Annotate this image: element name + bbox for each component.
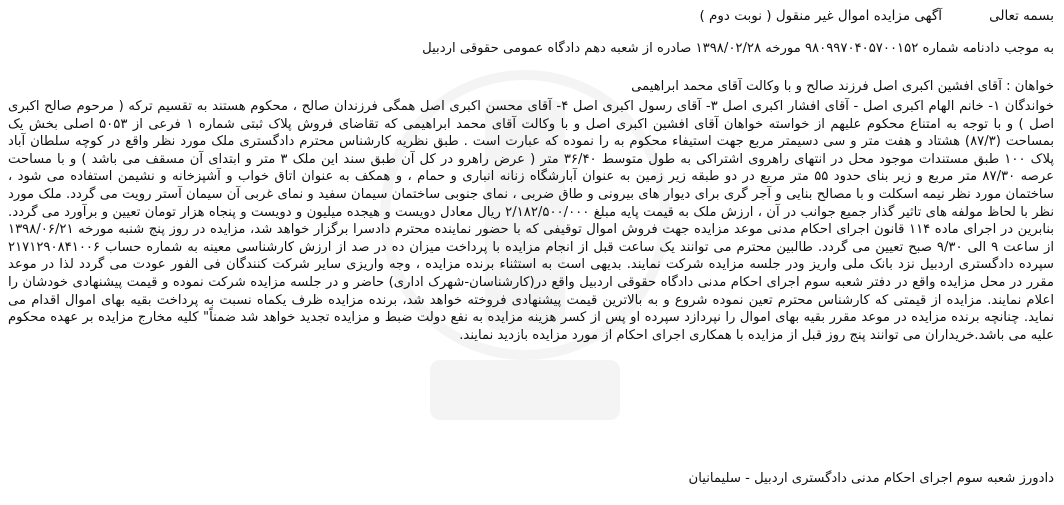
plaintiff-line: خواهان : آقای افشین اکبری اصل فرزند صالح و با وکالت آقای محمد ابراهیمی: [631, 79, 1054, 94]
header: [8, 8, 1054, 28]
signature-line: دادورز شعبه سوم اجرای احکام مدنی دادگستری اردبیل - سلیمانیان: [688, 471, 1054, 486]
verdict-line: به موجب دادنامه شماره ۹۸۰۹۹۷۰۴۰۵۷۰۰۱۵۲ مورخه ۱۳۹۸/۰۲/۲۸ صادره از شعبه دهم دادگاه عمومی حقوقی اردبیل: [422, 41, 1054, 56]
bismillah-heading: بسمه تعالی: [989, 8, 1054, 24]
notice-title: آگهی مزایده اموال غیر منقول ( نوبت دوم ): [699, 8, 942, 24]
notice-body: خواندگان ۱- خانم الهام اکبری اصل - آقای افشار اکبری اصل ۳- آقای رسول اکبری اصل ۴- آقای محسن اکبری اصل همگی فرزندان صالح ، محکوم هستند به تقسیم ترکه ( مرحوم صالح اکبری اصل ) و با توجه به امتناع محکوم علیهم از خواسته خواهان آقای افشین اکبری اصل و با وکالت آقای محمد ابراهیمی که تقاضای فروش پلاک ثبتی شماره ۱ فرعی از ۵۰۵۳ اصلی بخش یک بمساحت (۸۷/۳) هشتاد و هفت متر و سی دسیمتر مربع جهت استیفاء محکوم به را نموده که عبارت است . طبق نظریه کارشناس محترم دادگستری ملک مورد نظر واقع در کوچه سلطان آباد پلاک ۱۰۰ طبق مستندات موجود محل در انتهای راهروی اشتراکی به طول متوسط ۳۶/۴۰ متر ( عرض راهرو در کل آن طبق سند این ملک ۳ متر و ابتدای آن مسقف می باشد ) و با مساحت عرصه ۸۷/۳۰ متر مربع و زیر بنای حدود ۵۵ متر مربع در دو طبقه زیر زمین به عنوان آبارشگاه زنانه انباری و حمام ، و همکف به عنوان اتاق خواب و آشپزخانه و نشیمن استفاده می شود ، ساختمان مورد نظر نیمه اسکلت و با مصالح بنایی و آجر گری برای دیوار های بیرونی و طاق ضربی ، نمای جنوبی ساختمان سیمان سفید و نمای غربی آن سیمان آستر رویت می گردد. ملک مورد نظر با لحاظ مولفه های تاثیر گذار جمیع جوانب در آن ، ارزش ملک به قیمت پایه مبلغ ۲/۱۸۲/۵۰۰/۰۰۰ ریال معادل دویست و هیجده میلیون و دویست و پنجاه هزار تومان تعیین و برآورد می گردد. بنابرین در اجرای ماده ۱۱۴ قانون اجرای احکام مدنی موعد مزایده جهت فروش اموال توقیفی که با حضور نماینده محترم دادسرا برگزار خواهد شد، مزایده در روز پنج شنبه مورخه ۱۳۹۸/۰۶/۲۱ از ساعت ۹ الی ۹/۳۰ صبح تعیین می گردد. طالبین محترم می توانند یک ساعت قبل از انجام مزایده با پرداخت میزان ده در صد از ارزش کارشناسی معینه به شماره حساب ۲۱۷۱۲۹۰۸۴۱۰۰۶ سپرده دادگستری اردبیل نزد بانک ملی واریز ودر جلسه مزایده شرکت نمایند. بدیهی است به استثناء برنده مزایده ، وجه واریزی سایر شرکت کنندگان فی الفور عودت می گردد لذا در موعد مقرر در محل مزایده واقع در دفتر شعبه سوم اجرای احکام مدنی دادگاه حقوقی اردبیل واقع در(کارشناسان-شهرک اداری) حاضر و در جلسه مزایده شرکت نموده و قیمت پیشنهادی خودشان را اعلام نمایند. مزایده از قیمتی که کارشناس محترم تعین نموده شروع و به بالاترین قیمت پیشنهادی فروخته خواهد شد، برنده مزایده ظرف یکماه نسبت به پرداخت بقیه بهای اموال اقدام می نماید. چنانچه برنده مزایده در موعد مقرر بقیه بهای اموال را نپردازد سپرده او پس از کسر هزینه مزایده به نفع دولت ضبط و مزایده تجدید خواهد شد ضمناً" کلیه مخارج مزایده بر عهده محکوم علیه می باشد.خریداران می توانند پنج روز قبل از مزایده با همکاری اجرای احکام از مورد مزایده بازدید نمایند.: [8, 99, 1055, 343]
